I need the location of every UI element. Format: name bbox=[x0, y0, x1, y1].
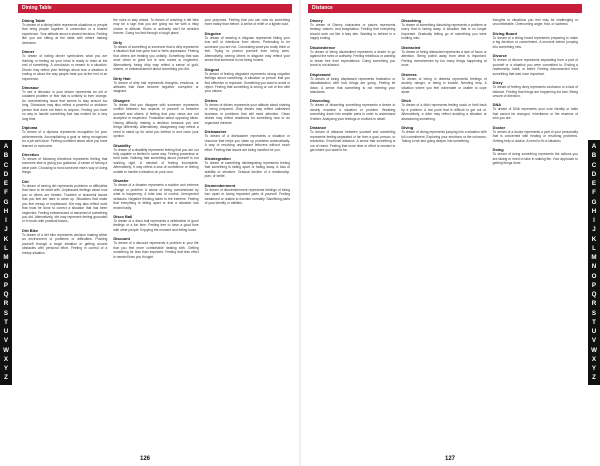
entry-heading: Dismemberment bbox=[204, 182, 236, 188]
entry-heading: DNA bbox=[492, 102, 502, 108]
running-header-label: Dining Table bbox=[22, 5, 52, 11]
alphabet-letter[interactable]: D bbox=[3, 170, 9, 178]
dictionary-entry bbox=[493, 31, 578, 49]
entry-text: To dream of a dirt bike represents decision making within an environment of problems or difficulties. Pushing yourself through a tough situation or getting around obstacles with personal effort. Feeling in control of a messy situation. bbox=[22, 232, 108, 255]
dictionary-entry bbox=[113, 178, 198, 210]
alphabet-letter[interactable]: U bbox=[591, 328, 597, 335]
alphabet-letter[interactable]: K bbox=[591, 235, 597, 243]
alphabet-letter[interactable]: A bbox=[591, 143, 597, 150]
alphabet-letter[interactable]: M bbox=[3, 254, 9, 261]
entry-text: To dream of a dining table represents situations or people that bring people together. A connection or a shared experience. Your attitude about a shared decision. Feeling like you are sitting at the table with others making decisions. bbox=[22, 23, 108, 45]
alphabet-letter[interactable]: F bbox=[4, 189, 8, 197]
alphabet-letter[interactable]: Q bbox=[3, 291, 9, 298]
entry-text: To dream of a disability represents feeling that you are not fully capable or limited in some way. Feeling powerless or held back. Noticing that something about yourself is not working right. A mindset of feeling incomplete. Alternatively, it may reflect a loss of confidence or feeling unable to handle a situation on your own. bbox=[113, 147, 199, 174]
alphabet-letter[interactable]: T bbox=[592, 318, 596, 326]
alphabet-letter[interactable]: D bbox=[591, 170, 597, 178]
alphabet-letter[interactable]: A bbox=[3, 143, 9, 150]
text-column bbox=[493, 18, 578, 170]
alphabet-index bbox=[0, 140, 12, 385]
dictionary-entry bbox=[310, 45, 395, 68]
entry-text: To dream of dismemberment represents feelings of being torn apart or losing important parts of yourself. Feeling weakened or unable to function normally. Sacrificing parts of your identity or abilities. bbox=[204, 187, 290, 206]
entry-text: To dream of seeing dirt represents problems or difficulties that have to be dealt with. Unpleasant feelings about how you or others are treated. Troubles or shameful issues that you feel are hard to clean up. Situations that make you feel messy or unpleasant. Dirt may also reflect work that must be done to correct a situation that has been neglected. Feeling embarrassed or ashamed of something you did. Alternatively, dirt may represent feeling grounded or in touch with practical basics. bbox=[22, 183, 108, 224]
entry-heading: Disaster bbox=[113, 178, 129, 184]
entry-text: To dream of being disobedient represents a desire to go against the rules or authority. Feeling rebellious or wanting to break free from expectations. Doing something you know is not allowed. bbox=[310, 49, 396, 68]
running-header-label: Distance bbox=[312, 5, 333, 11]
text-column bbox=[310, 18, 395, 170]
alphabet-letter[interactable]: Y bbox=[591, 365, 597, 372]
alphabet-letter[interactable]: C bbox=[591, 161, 597, 169]
alphabet-letter[interactable]: X bbox=[591, 355, 597, 363]
entry-text: To dream of being displeased represents frustration or dissatisfaction with how things are going. Feeling let down. A sense that something is not meeting your standards. bbox=[310, 76, 396, 94]
alphabet-letter[interactable]: O bbox=[3, 272, 9, 280]
alphabet-letter[interactable]: W bbox=[3, 346, 9, 354]
dictionary-entry bbox=[22, 49, 107, 81]
entry-text: To dream of something or someone that is dirty represents a situation that has gone bad or feels unpleasant. Feeling that others are treating you unfairly. Something that was once clean or good but is now ruined or neglected. Alternatively, being dirty may reflect a sense of guilt, shame, or embarrassment about something you did. bbox=[113, 44, 199, 72]
dictionary-entry bbox=[22, 179, 107, 224]
dictionary-entry bbox=[401, 18, 486, 41]
dictionary-entry bbox=[401, 125, 486, 143]
dictionary-entry bbox=[401, 98, 486, 121]
entry-heading: Discount bbox=[113, 236, 130, 242]
page-number: 127 bbox=[445, 456, 456, 462]
entry-text: To dream of diving represents jumping into a situation with full commitment. Exploring your emotions or the unknown. Taking a risk and going deeper into something. bbox=[401, 130, 487, 144]
dictionary-entry bbox=[113, 18, 198, 36]
alphabet-letter[interactable]: W bbox=[591, 346, 597, 354]
alphabet-letter[interactable]: S bbox=[591, 309, 597, 317]
alphabet-letter[interactable]: N bbox=[591, 263, 597, 271]
alphabet-letter[interactable]: J bbox=[592, 226, 596, 234]
alphabet-letter[interactable]: S bbox=[3, 309, 9, 317]
dictionary-entry bbox=[205, 18, 290, 27]
alphabet-letter[interactable]: E bbox=[3, 180, 9, 187]
alphabet-letter[interactable]: P bbox=[3, 281, 9, 289]
alphabet-letter[interactable]: F bbox=[592, 189, 596, 197]
dictionary-entry bbox=[493, 18, 578, 27]
entry-heading: Dinner bbox=[22, 49, 35, 55]
entry-heading: Doctor bbox=[492, 124, 506, 130]
alphabet-letter[interactable]: H bbox=[591, 207, 597, 215]
alphabet-letter[interactable]: G bbox=[3, 198, 9, 206]
entry-text: To see a dinosaur in your dream represents an old or outdated problem or fear that is unlikely to ever change. An overwhelming issue that seems to stay around too long. Dinosaurs may also reflect a powerful or stubborn person that does not listen to anyone. Feeling you have no way to handle something that has existed for a very long time. bbox=[22, 89, 108, 121]
entry-text: To dream of feeling dizzy represents confusion or a lack of balance. Feeling that things are happening too fast. Being unsure of direction. bbox=[492, 85, 578, 98]
dictionary-entry bbox=[310, 125, 395, 152]
dictionary-entry bbox=[493, 53, 578, 76]
alphabet-letter[interactable]: T bbox=[4, 318, 8, 326]
alphabet-letter[interactable]: I bbox=[593, 217, 595, 224]
dictionary-entry bbox=[205, 67, 290, 94]
dictionary-entry bbox=[310, 98, 395, 121]
entry-text: To dream of being in distress represents feelings of anxiety, danger, or being in trouble. Needing help. A situation where you feel vulnerable or unable to cope alone. bbox=[401, 76, 487, 94]
entry-heading: Displeased bbox=[310, 71, 331, 77]
entry-heading: Dining Table bbox=[22, 18, 46, 23]
entry-heading: Distress bbox=[401, 71, 417, 77]
entry-text: To dream of something dissolving represents a problem or worry that is fading away. A situation that is no longer important. Gradually letting go of something you were holding onto. bbox=[401, 23, 487, 41]
dictionary-entry bbox=[113, 98, 198, 139]
alphabet-letter[interactable]: C bbox=[3, 161, 9, 169]
dictionary-entry bbox=[493, 80, 578, 98]
dictionary-entry bbox=[205, 98, 290, 125]
entry-heading: Dizzy bbox=[492, 80, 503, 86]
dictionary-entry bbox=[205, 129, 290, 152]
dictionary-entry bbox=[493, 147, 578, 165]
running-header-tab bbox=[18, 4, 292, 13]
entry-heading: Disagree bbox=[113, 97, 130, 103]
entry-heading: Diving Board bbox=[492, 30, 517, 36]
alphabet-letter[interactable]: Z bbox=[4, 374, 8, 382]
entry-heading: Dirt Bike bbox=[22, 227, 38, 233]
alphabet-letter[interactable]: E bbox=[591, 180, 597, 187]
entry-text: To dream of a disaster represents a sudden and extreme change or problem. A sense of being overwhelmed by what is happening. A total loss of control. Unexpected setbacks. Negative thinking taken to the extreme. Feeling that everything is falling apart or that a situation has ended badly. bbox=[113, 183, 199, 210]
alphabet-letter[interactable]: X bbox=[3, 355, 9, 363]
text-column bbox=[113, 18, 198, 263]
dictionary-entry bbox=[22, 152, 107, 175]
entry-text: To dream of a disco ball represents a celebration of good feelings or a fun time. Feeling free to have a good time with other people. Enjoying the moment and letting loose. bbox=[113, 218, 199, 232]
entry-text: To dream of DNA represents your core identity or traits that cannot be changed. Inheritance or the essence of who you are. bbox=[492, 107, 578, 121]
entry-heading: Divorce bbox=[492, 53, 507, 59]
alphabet-letter[interactable]: H bbox=[3, 207, 9, 215]
dictionary-entry bbox=[113, 143, 198, 175]
entry-heading: Dirt bbox=[22, 178, 29, 184]
entry-text: To dream of Disney characters or places represents fantasy, wishes, and imagination. Feeling that everything should work out like a fairy tale. Wanting to believe in a happy ending. bbox=[310, 23, 396, 41]
alphabet-letter[interactable]: Y bbox=[3, 365, 9, 372]
entry-heading: Disguise bbox=[204, 30, 221, 36]
page-number: 126 bbox=[140, 456, 151, 462]
alphabet-letter[interactable]: P bbox=[591, 281, 597, 289]
alphabet-letter[interactable]: L bbox=[592, 244, 596, 252]
entry-text: To dream of a ditch represents feeling stuck or held back by a problem. A low point that is difficult to get out of. Alternatively, a ditch may reflect avoiding a situation or abandoning something. bbox=[401, 103, 487, 121]
entry-heading: Distance bbox=[310, 125, 327, 131]
alphabet-letter[interactable]: O bbox=[591, 272, 597, 280]
dictionary-entry bbox=[493, 125, 578, 143]
alphabet-letter[interactable]: B bbox=[591, 152, 597, 160]
text-column bbox=[205, 18, 290, 263]
entry-heading: Disney bbox=[310, 18, 323, 23]
entry-text: To dream of feeling disgusted represents strong negative feelings about something. A situation or person that you find offensive or repulsive. Something you want to avoid or reject. Feeling that something is wrong or out of line with your values. bbox=[204, 71, 290, 94]
alphabet-letter[interactable]: K bbox=[3, 235, 9, 243]
entry-text: To dream of distance between yourself and something represents feeling separated or far from a goal, person, or resolution. Emotional distance. A sense that something is out of reach. Feeling that more time or effort is needed to get where you want to be. bbox=[310, 130, 396, 153]
dictionary-entry bbox=[22, 18, 107, 45]
entry-heading: Disgust bbox=[204, 66, 219, 72]
alphabet-letter[interactable]: Z bbox=[592, 374, 596, 382]
entry-heading: Dinosaur bbox=[22, 84, 39, 90]
entry-text: To dream of a doctor represents a part of your personality that is concerned with healing or resolving problems. Getting help or advice. A need to fix a situation. bbox=[492, 129, 578, 143]
entry-text: the rules to stay ahead. To dream of crashing a dirt bike may be a sign that you are going too far with a risky choice or attitude. Rules or authority can't be avoided forever. Going too fast through a tough place. bbox=[113, 18, 199, 36]
alphabet-letter[interactable]: L bbox=[4, 244, 8, 252]
dictionary-entry bbox=[310, 72, 395, 95]
entry-heading: Disability bbox=[113, 142, 131, 148]
entry-heading: Diploma bbox=[22, 125, 38, 131]
entry-text: To dream of doing something represents the actions you are taking or need to take in waking life. Your approach to getting things done. bbox=[492, 152, 578, 166]
entry-heading: Dishwasher bbox=[204, 129, 227, 135]
entry-heading: Disco Ball bbox=[113, 213, 133, 219]
entry-text: To dream of divorce represents separating from a part of yourself or a situation you were committed to. Ending a relationship, habit, or belief. Feeling disconnected from something that was once important. bbox=[492, 58, 578, 76]
alphabet-letter[interactable]: I bbox=[5, 217, 7, 224]
alphabet-letter[interactable]: Q bbox=[591, 291, 597, 298]
entry-text: To dream of being distracted represents a lack of focus or attention. Being pulled away from what is important. Feeling overwhelmed by too many things happening at once. bbox=[401, 49, 487, 68]
entry-columns bbox=[22, 18, 290, 263]
dictionary-entry bbox=[113, 236, 198, 259]
entry-text: thoughts or situations you feel may be challenging or uncomfortable. Overcoming anger, fear, or sadness. bbox=[492, 18, 578, 27]
dictionary-entry bbox=[22, 228, 107, 255]
right-page bbox=[300, 0, 600, 466]
entry-text: To dream of dissecting something represents a desire to closely examine a situation or problem. Breaking something down into smaller parts in order to understand it better. Analyzing your feelings or motives in detail. bbox=[310, 103, 396, 121]
entry-heading: Direction bbox=[22, 151, 39, 157]
dictionary-entry bbox=[493, 102, 578, 120]
alphabet-letter[interactable]: V bbox=[3, 337, 9, 345]
entry-heading: Dissecting bbox=[310, 98, 330, 104]
alphabet-index bbox=[588, 140, 600, 385]
entry-text: To dream of a discount represents a problem in your life that you feel more comfortable dealing with. Getting something for less than expected. Feeling that less effort is needed than you thought. bbox=[113, 241, 199, 259]
dictionary-entry bbox=[205, 156, 290, 179]
alphabet-letter[interactable]: U bbox=[3, 328, 9, 335]
dictionary-entry bbox=[113, 214, 198, 232]
entry-text: To dream of a diving board represents preparing to make a big decision or commitment. A moment before jumping into something new. bbox=[492, 35, 578, 49]
entry-text: To dream that you disagree with someone represents conflict between two aspects of yourself or between yourself and others. A feeling that your views are not accepted or respected. Frustration about opposing ideas. Having difficulty making a decision because you see things differently. Alternatively, disagreeing may reflect a need to stand up for what you believe in and voice your opinion. bbox=[113, 102, 199, 139]
entry-heading: Ditch bbox=[401, 98, 412, 104]
entry-text: To dream of eating dinner symbolizes what you are thinking or feeling as your mind is ready to relax at the end of something. A conclusion or reward to a situation. Dinner may reflect your feelings about how a situation is ending or about the way people treat you at the end of an experience. bbox=[22, 54, 108, 81]
entry-text: To dream of something disintegrating represents feeling that something is falling apart or fading away. A loss of stability or structure. Gradual decline of a relationship, plan, or belief. bbox=[204, 160, 290, 179]
alphabet-letter[interactable]: B bbox=[3, 152, 9, 160]
dictionary-entry bbox=[205, 183, 290, 206]
entry-text: To dream of following directions represents feeling that someone else is giving you guidance. A sense of having a clear path. Choosing to trust someone else's way of doing things. bbox=[22, 156, 108, 175]
alphabet-letter[interactable]: R bbox=[591, 300, 597, 308]
entry-text: To dream of dirty hair represents thoughts, emotions, or attitudes that have become negative, corrupted, or stagnant. bbox=[113, 80, 199, 94]
entry-text: To dream of a dishwasher represents a situation or resource that helps you clean up problems automatically. A way of resolving unpleasant leftovers without much effort. Feeling that issues are being handled for you. bbox=[204, 134, 290, 152]
alphabet-letter[interactable]: J bbox=[4, 226, 8, 234]
entry-heading: Dirty bbox=[113, 39, 123, 45]
entry-heading: Dirty Hair bbox=[113, 75, 131, 81]
dictionary-entry bbox=[22, 125, 107, 148]
entry-heading: Dissolving bbox=[401, 18, 422, 23]
entry-heading: Doing bbox=[492, 147, 504, 153]
alphabet-letter[interactable]: N bbox=[3, 263, 9, 271]
text-column bbox=[401, 18, 486, 170]
alphabet-letter[interactable]: M bbox=[591, 254, 597, 261]
entry-text: To dream of dishes represents your attitude about sharing or being prepared. Dirty dishes may reflect unfinished business or problems that still need attention. Clean dishes may reflect readiness for something new or an organized mindset. bbox=[204, 102, 290, 125]
alphabet-letter[interactable]: R bbox=[3, 300, 9, 308]
entry-text: To dream of a diploma represents recognition for your achievements. Accomplishing a goal or being recognized for a job well done. Feeling confident about what you have learned or overcome. bbox=[22, 130, 108, 148]
dictionary-entry bbox=[401, 72, 486, 95]
entry-heading: Disobedience bbox=[310, 44, 336, 50]
alphabet-letter[interactable]: V bbox=[591, 337, 597, 345]
entry-heading: Dishes bbox=[204, 97, 218, 103]
entry-text: To dream of wearing a disguise represents hiding your true self or intentions from others. Pretending to be someone you are not. Concealing what you really think or feel. Trying to protect yourself from being seen. Alternatively, seeing others in disguise may reflect your sense that someone is not being honest. bbox=[204, 35, 290, 63]
dictionary-entry bbox=[113, 76, 198, 94]
entry-heading: Distracted bbox=[401, 44, 421, 50]
entry-columns bbox=[310, 18, 578, 170]
dictionary-entry bbox=[205, 31, 290, 63]
running-header-tab bbox=[308, 4, 582, 13]
alphabet-letter[interactable]: G bbox=[591, 198, 597, 206]
dictionary-entry bbox=[310, 18, 395, 41]
entry-heading: Diving bbox=[401, 125, 414, 131]
dictionary-entry bbox=[22, 85, 107, 121]
text-column bbox=[22, 18, 107, 263]
dictionary-entry bbox=[113, 40, 198, 72]
entry-heading: Disintegration bbox=[204, 155, 231, 161]
entry-text: your purposes. Feeling that you can now do something more easily than before. A sense of relief or a lighter load. bbox=[204, 18, 290, 27]
dictionary-entry bbox=[401, 45, 486, 68]
